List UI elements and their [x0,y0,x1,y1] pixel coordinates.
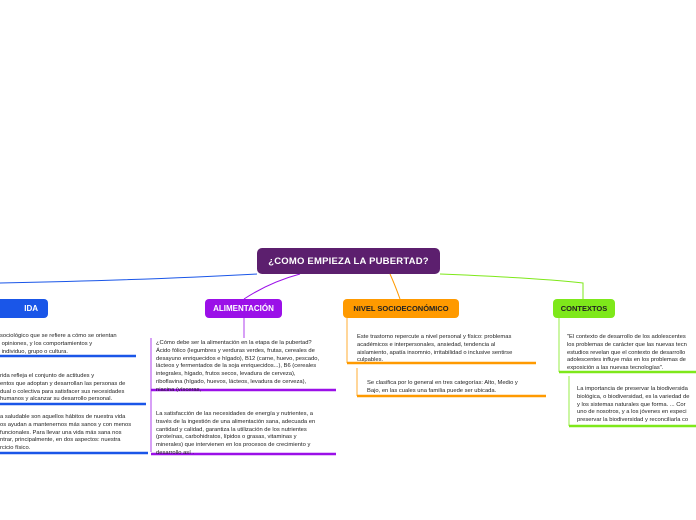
branch-vida[interactable]: IDA [0,299,48,318]
branch-contextos[interactable]: CONTEXTOS [553,299,615,318]
vida-text-2[interactable]: rida refleja el conjunto de actitudes y entos que adoptan y desarrollan las personas de dual o colectiva para satisfacer sus necesidades humanos y alcanzar su desarrollo personal. [0,373,126,403]
nivel-text-1[interactable]: Este trastorno repercute a nivel personal y físico: problemas académicos e interpersonales, ansiedad, tendencia al aislamiento, apatía insomnio, irritabilidad o inclusive sentirse culpables. [357,334,513,364]
ctx-text-1[interactable]: "El contexto de desarrollo de los adolescentes los problemas de carácter que las nuevas tecn estudios revelan que el contexto de desarrollo adolescentes influye más en los problemas de exposición a las nuevas tecnologías". [567,334,687,372]
alim-text-2[interactable]: La satisfacción de las necesidades de energía y nutrientes, a través de la ingestión de una alimentación sana, adecuada en cantidad y calidad, garantiza la utilización de los nutrientes (proteínas, carbohidratos, lípidos o grasas, vitaminas y minerales) que intervienen en los procesos de crecimiento y desarrollo así . [156,411,316,456]
ctx-text-2[interactable]: La importancia de preservar la biodiversida biológica, o biodiversidad, es la variedad de y los sistemas naturales que forma. ... Cor uno de nosotros, y a los jóvenes en especi preservar la biodiversidad y reconciliarla co [577,386,690,424]
branch-nivel-socioeconomico[interactable]: NIVEL SOCIOECONÓMICO [343,299,459,318]
central-topic[interactable]: ¿COMO EMPIEZA LA PUBERTAD? [257,248,440,274]
vida-text-3[interactable]: a saludable son aquellos hábitos de nuestra vida os ayudan a mantenernos más sanos y con menos funcionales. Para llevar una vida más sana nos ntrar, principalmente, en dos aspectos: nuestra rcicio físico. [0,414,132,452]
connector-nivel [390,274,400,299]
branch-alimentacion[interactable]: ALIMENTACIÓN [205,299,282,318]
connector-alimentacion [244,274,300,299]
alim-text-1[interactable]: ¿Cómo debe ser la alimentación en la etapa de la pubertad? Ácido fólico (legumbres y verduras verdes, frutas, cereales de desayuno enriquecidos e hígado), B12 (carne, huevo, pescado, lácteos y fermentados de la soja enriquecidos...), B6 (cereales integrales, hígado, frutos secos, levadura de cerveza), riboflavina (hígado, huevos, lácteos, levadura de cerveza), niacina (vísceras, [156,340,320,393]
connector-contextos [440,274,583,299]
nivel-text-2[interactable]: Se clasifica por lo general en tres categorías: Alto, Medio y Bajo, en las cuales una familia puede ser ubicada. [367,380,518,394]
vida-text-1[interactable]: sociológico que se refiere a cómo se orientan opiniones, y los comportamientos y individuo, grupo o cultura. [0,333,117,355]
connector-vida [0,274,257,283]
